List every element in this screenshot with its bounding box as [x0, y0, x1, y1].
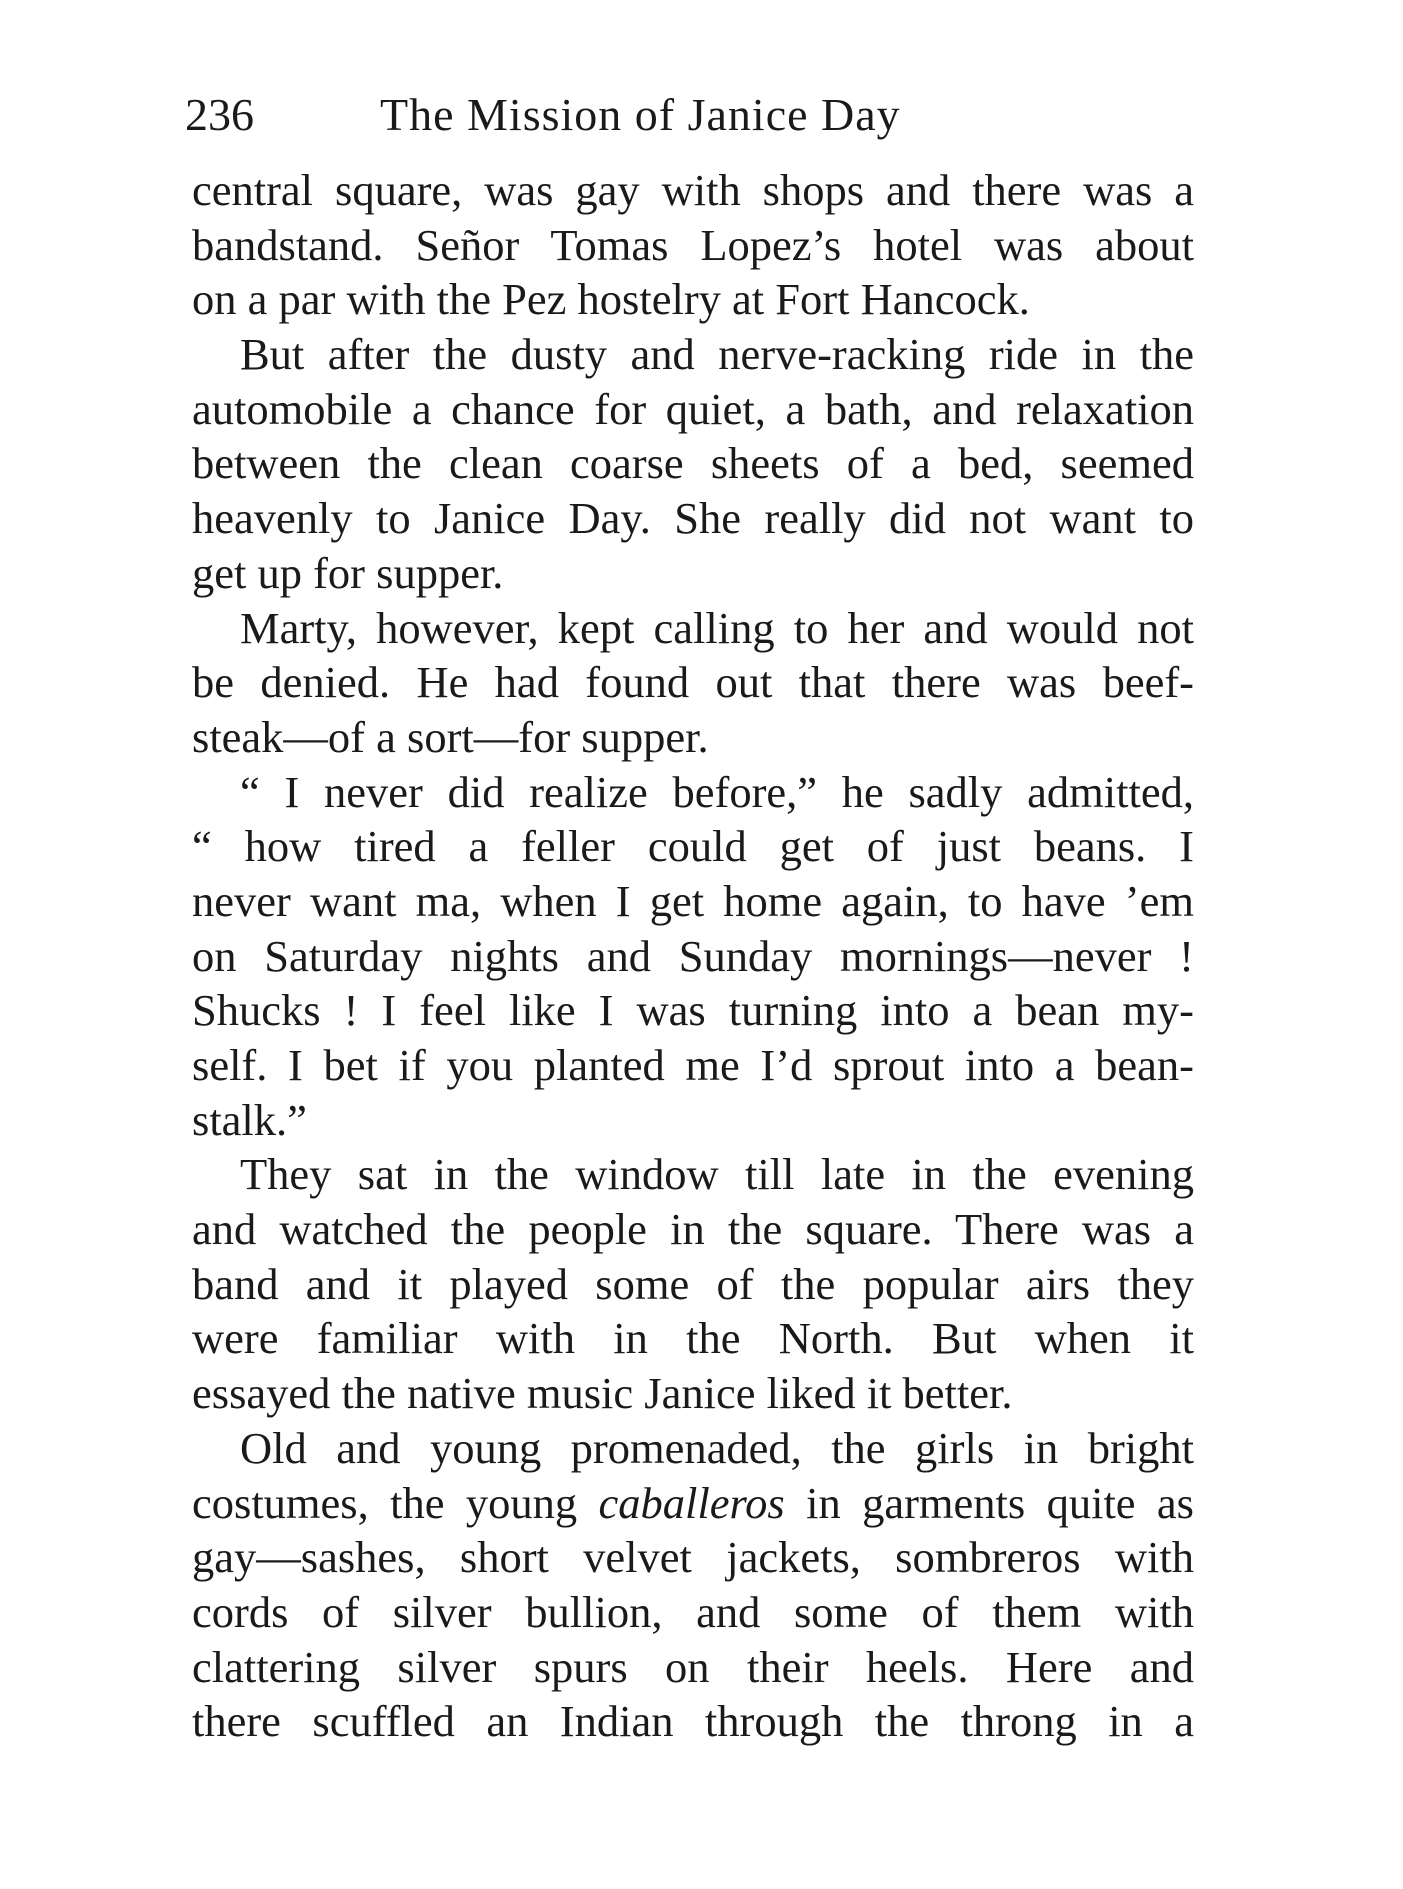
text-line: “ I never did realize before,” he sadly admitted, — [240, 766, 1194, 817]
italic-word: caballeros — [598, 1477, 785, 1528]
text-line: automobile a chance for quiet, a bath, and relaxation — [192, 383, 1194, 434]
text-line: cords of silver bullion, and some of them with — [192, 1586, 1194, 1637]
text-line: get up for supper. — [192, 547, 504, 598]
text-line: band and it played some of the popular airs they — [192, 1258, 1194, 1309]
text-line: gay—sashes, short velvet jackets, sombreros with — [192, 1532, 1194, 1583]
body-text — [192, 163, 1194, 1749]
text-line: on a par with the Pez hostelry at Fort Hancock. — [192, 274, 1030, 325]
text-line: “ how tired a feller could get of just beans. I — [192, 821, 1194, 872]
text-line: But after the dusty and nerve-racking ride in the — [240, 329, 1194, 380]
text-line: there scuffled an Indian through the throng in a — [192, 1696, 1194, 1747]
text-line: be denied. He had found out that there was beef- — [192, 657, 1194, 708]
text-line: bandstand. Señor Tomas Lopez’s hotel was about — [192, 219, 1194, 270]
text-line: stalk.” — [192, 1094, 307, 1145]
page-header — [185, 80, 1195, 150]
text-line: were familiar with in the North. But when it — [192, 1313, 1194, 1364]
text-line — [192, 1476, 1194, 1531]
text-line: between the clean coarse sheets of a bed, seemed — [192, 438, 1194, 489]
text-line: Old and young promenaded, the girls in bright — [240, 1422, 1194, 1473]
text-line: They sat in the window till late in the evening — [240, 1149, 1194, 1200]
text-line: central square, was gay with shops and there was a — [192, 165, 1194, 215]
text-line: heavenly to Janice Day. She really did not want to — [192, 493, 1194, 544]
text-line: clattering silver spurs on their heels. Here and — [192, 1641, 1194, 1692]
text-line: on Saturday nights and Sunday mornings—never ! — [192, 930, 1194, 981]
text-line: Shucks ! I feel like I was turning into a bean my- — [192, 985, 1194, 1036]
text-line: self. I bet if you planted me I’d sprout into a bean- — [192, 1040, 1194, 1090]
text-line: never want ma, when I get home again, to have ’em — [192, 875, 1194, 926]
text-line: steak—of a sort—for supper. — [192, 711, 709, 762]
page-number: 236 — [185, 89, 254, 140]
text-line: Marty, however, kept calling to her and would not — [240, 602, 1194, 653]
text-line: essayed the native music Janice liked it better. — [192, 1368, 1013, 1419]
running-title: The Mission of Janice Day — [380, 89, 901, 140]
text-segment: costumes, the young — [192, 1477, 599, 1528]
text-line: and watched the people in the square. There was a — [192, 1204, 1194, 1255]
text-segment: in garments quite as — [784, 1477, 1195, 1528]
